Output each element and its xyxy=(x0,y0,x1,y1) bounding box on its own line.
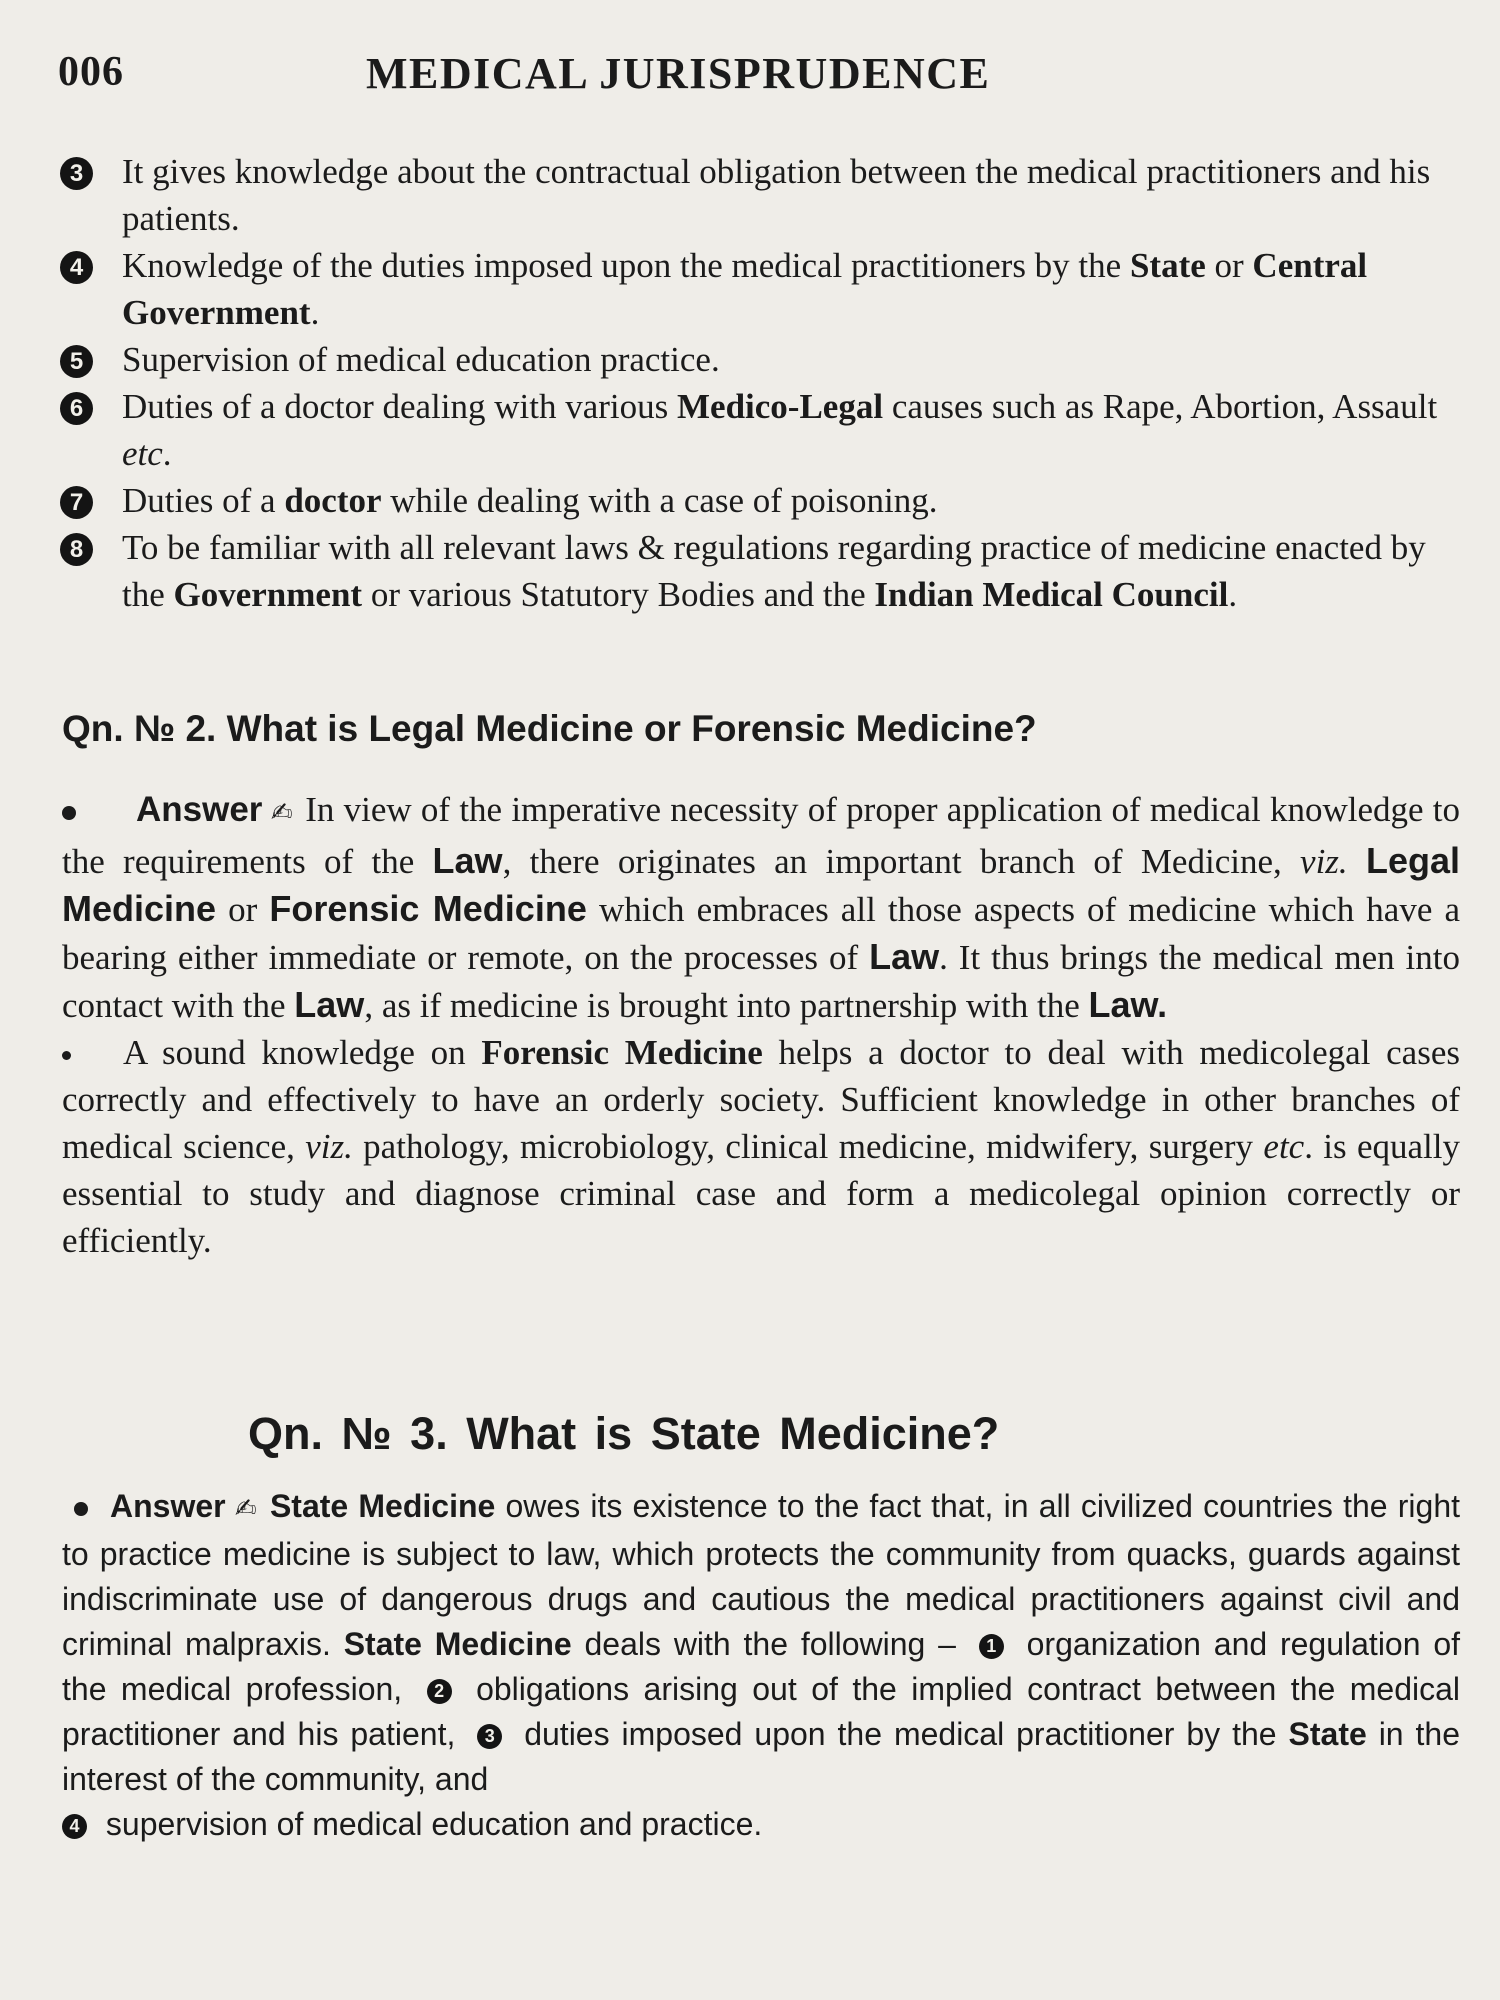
list-item: 3 It gives knowledge about the contractual obligation between the medical practitioners and his patients. xyxy=(60,148,1460,242)
number-badge-icon: 3 xyxy=(60,157,93,190)
writing-hand-icon: ✍ xyxy=(233,1494,258,1524)
question-3-heading: Qn. № 3. What is State Medicine? xyxy=(248,1408,1000,1459)
bullet-icon xyxy=(62,806,76,820)
page-number: 006 xyxy=(58,49,124,95)
running-title: MEDICAL JURISPRUDENCE xyxy=(366,49,991,98)
list-item: 5 Supervision of medical education practice. xyxy=(60,336,1460,383)
question-3-answer xyxy=(62,1484,1460,1847)
question-2-answer xyxy=(62,786,1460,1264)
number-badge-icon: 7 xyxy=(60,486,93,519)
list-item: 8 To be familiar with all relevant laws & regulations regarding practice of medicine enacted by the Government or various Statutory Bodies and the Indian Medical Council. xyxy=(60,524,1460,618)
answer-paragraph: A sound knowledge on Forensic Medicine helps a doctor to deal with medicolegal cases correctly and effectively to have an orderly society. Sufficient knowledge in other branches of medical science, viz. pathology, microbiology, clinical medicine, midwifery, surgery etc. is equally essential to study and diagnose criminal case and form a medicolegal opinion correctly or efficiently. xyxy=(62,1033,1461,1260)
number-badge-icon: 6 xyxy=(60,392,93,425)
number-badge-icon: 4 xyxy=(62,1814,87,1839)
duties-list xyxy=(60,148,1460,618)
number-badge-icon: 5 xyxy=(60,345,93,378)
answer-paragraph: Answer ✍ In view of the imperative necessity of proper application of medical knowledge to the requirements of the Law, there originates an important branch of Medicine, viz. Legal Medicine or Forensic Medicine which embraces all those aspects of medicine which have a bearing either immediate or remote, on the processes of Law. It thus brings the medical men into contact with the Law, as if medicine is brought into partnership with the Law. xyxy=(62,790,1461,1025)
answer-label: Answer xyxy=(136,790,263,829)
bullet-icon xyxy=(74,1502,88,1516)
page-header xyxy=(58,48,1458,108)
number-badge-icon: 4 xyxy=(60,251,93,284)
number-badge-icon: 2 xyxy=(427,1679,452,1704)
list-item: 4 Knowledge of the duties imposed upon the medical practitioners by the State or Central Government. xyxy=(60,242,1460,336)
number-badge-icon: 3 xyxy=(477,1724,502,1749)
question-2-heading: Qn. № 2. What is Legal Medicine or Forensic Medicine? xyxy=(62,708,1037,749)
answer-label: Answer xyxy=(110,1488,226,1524)
bullet-icon xyxy=(62,1051,71,1060)
number-badge-icon: 1 xyxy=(979,1634,1004,1659)
writing-hand-icon: ✍ xyxy=(270,798,294,828)
answer-paragraph: Answer ✍ State Medicine owes its existence to the fact that, in all civilized countries the right to practice medicine is subject to law, which protects the community from quacks, guards against indiscriminate use of dangerous drugs and cautious the medical practitioners against civil and criminal malpraxis. State Medicine deals with the following – 1 organization and regulation of the medical profession, 2 obligations arising out of the implied contract between the medical practitioner and his patient, 3 duties imposed upon the medical practitioner by the State in the interest of the community, and 4 supervision of medical education and practice. xyxy=(62,1488,1461,1842)
list-item: 7 Duties of a doctor while dealing with a case of poisoning. xyxy=(60,477,1460,524)
number-badge-icon: 8 xyxy=(60,533,93,566)
list-item: 6 Duties of a doctor dealing with various Medico-Legal causes such as Rape, Abortion, Assault etc. xyxy=(60,383,1460,477)
